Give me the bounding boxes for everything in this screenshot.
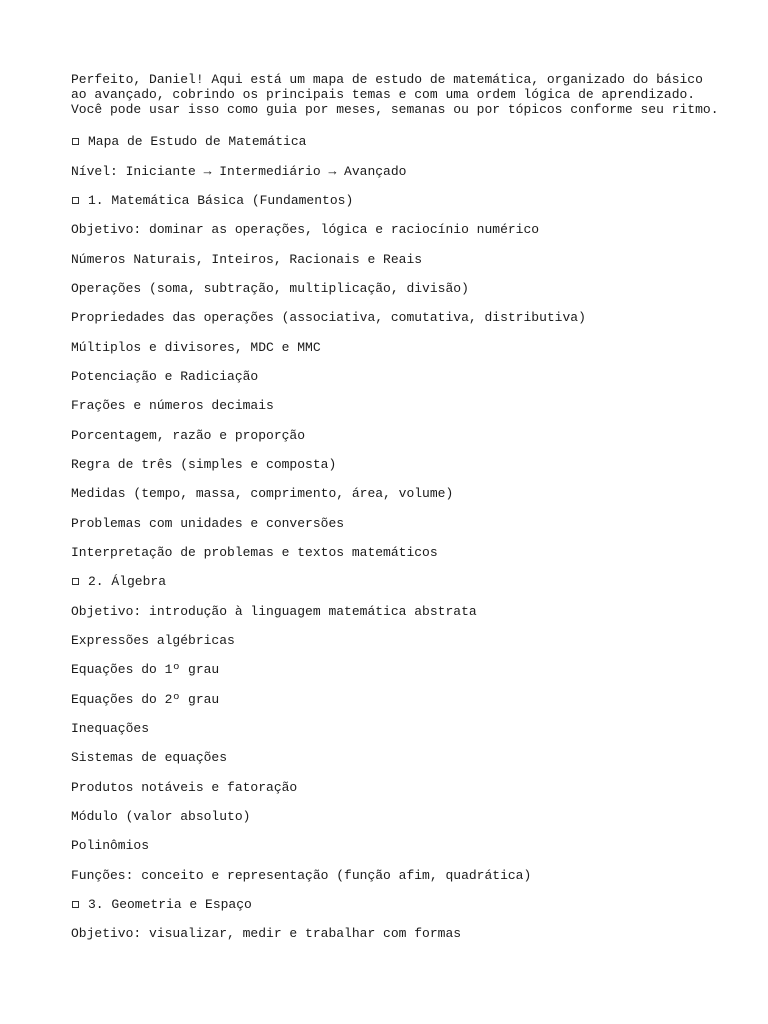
box-bullet-icon [72, 901, 79, 908]
box-bullet-icon [72, 578, 79, 585]
intro-paragraph [71, 72, 731, 117]
list-item: Propriedades das operações (associativa, comutativa, distributiva) [71, 310, 586, 326]
section-heading [71, 186, 731, 215]
section-heading-text: 1. Matemática Básica (Fundamentos) [88, 192, 354, 208]
document-page [71, 72, 731, 949]
intro-line: Perfeito, Daniel! Aqui está um mapa de estudo de matemática, organizado do básico [71, 72, 703, 87]
list-item: Inequações [71, 721, 150, 737]
intro-line: ao avançado, cobrindo os principais temas e com uma ordem lógica de aprendizado. [71, 87, 696, 102]
list-item: Funções: conceito e representação (função afim, quadrática) [71, 867, 532, 883]
list-item: Medidas (tempo, massa, comprimento, área, volume) [71, 486, 454, 502]
list-item: Módulo (valor absoluto) [71, 809, 251, 825]
map-title [71, 127, 731, 156]
section-heading-text: 2. Álgebra [88, 574, 167, 590]
box-bullet-icon [72, 138, 79, 145]
list-item: Problemas com unidades e conversões [71, 515, 345, 531]
section-heading [71, 890, 731, 919]
list-item: Operações (soma, subtração, multiplicação, divisão) [71, 280, 469, 296]
list-item: Sistemas de equações [71, 750, 228, 766]
list-item: Potenciação e Radiciação [71, 368, 259, 384]
list-item: Produtos notáveis e fatoração [71, 779, 298, 795]
box-bullet-icon [72, 197, 79, 204]
section-objective: Objetivo: dominar as operações, lógica e raciocínio numérico [71, 222, 540, 238]
list-item: Múltiplos e divisores, MDC e MMC [71, 339, 321, 355]
list-item: Expressões algébricas [71, 633, 235, 649]
map-title-text: Mapa de Estudo de Matemática [88, 134, 307, 150]
list-item: Interpretação de problemas e textos matemáticos [71, 544, 438, 560]
list-item: Regra de três (simples e composta) [71, 456, 337, 472]
intro-line: Você pode usar isso como guia por meses, semanas ou por tópicos conforme seu ritmo. [71, 102, 719, 117]
section-heading-text: 3. Geometria e Espaço [88, 897, 252, 913]
list-item: Frações e números decimais [71, 398, 274, 414]
section-objective: Objetivo: visualizar, medir e trabalhar com formas [71, 926, 462, 942]
section-heading [71, 567, 731, 596]
list-item: Polinômios [71, 838, 150, 854]
list-item: Números Naturais, Inteiros, Racionais e Reais [71, 251, 423, 267]
section-objective: Objetivo: introdução à linguagem matemática abstrata [71, 603, 477, 619]
level-line: Nível: Iniciante → Intermediário → Avançado [71, 163, 407, 179]
list-item: Equações do 1º grau [71, 662, 220, 678]
list-item: Porcentagem, razão e proporção [71, 427, 306, 443]
list-item: Equações do 2º grau [71, 691, 220, 707]
